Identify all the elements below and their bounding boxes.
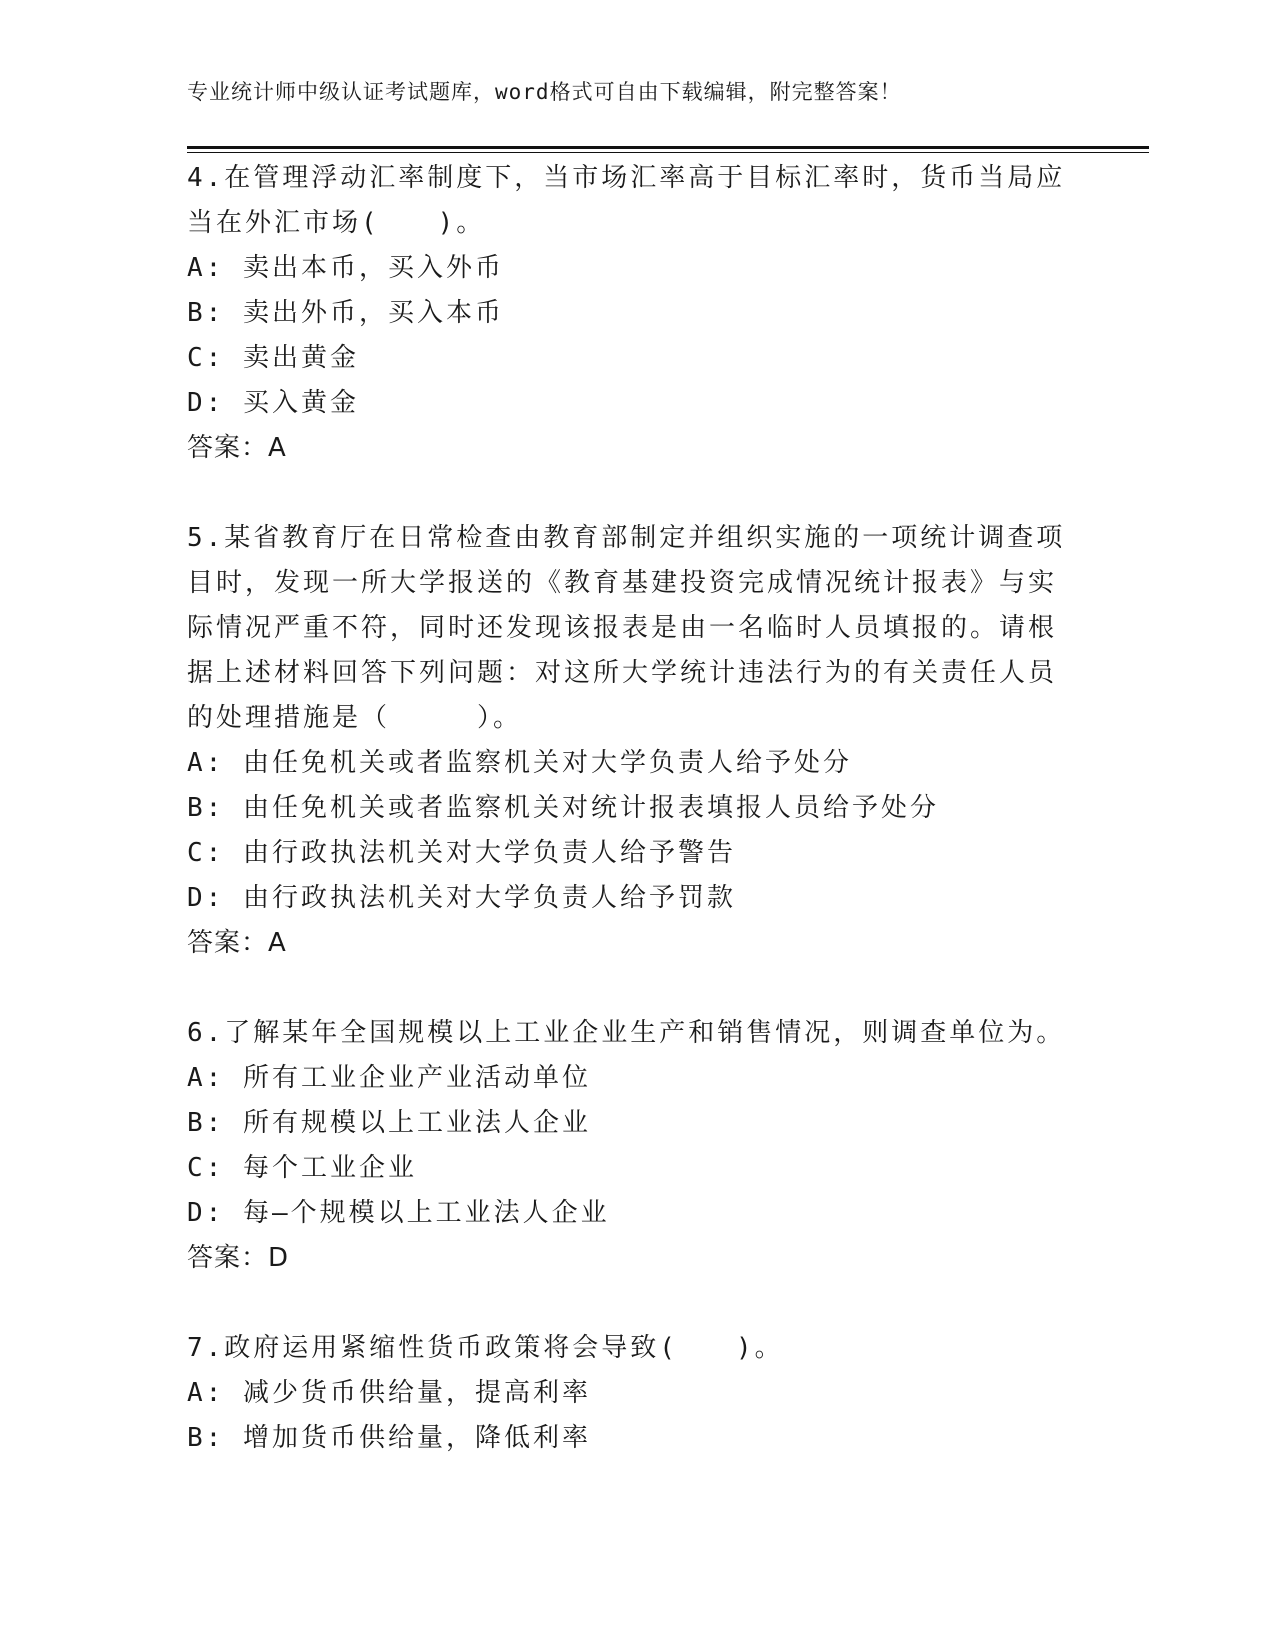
question-5 xyxy=(187,516,1067,966)
option-b: B: 由任免机关或者监察机关对统计报表填报人员给予处分 xyxy=(187,793,939,823)
option-c: C: 每个工业企业 xyxy=(187,1153,417,1183)
question-stem-line: 6.了解某年全国规模以上工业企业生产和销售情况，则调查单位为。 xyxy=(187,1018,1066,1048)
question-stem-line: 4.在管理浮动汇率制度下，当市场汇率高于目标汇率时，货币当局应 xyxy=(187,163,1066,193)
option-c: C: 由行政执法机关对大学负责人给予警告 xyxy=(187,838,736,868)
option-c: C: 卖出黄金 xyxy=(187,343,359,373)
option-a: A: 减少货币供给量，提高利率 xyxy=(187,1378,591,1408)
answer-line: 答案：A xyxy=(187,928,287,958)
question-stem-line: 当在外汇市场( )。 xyxy=(187,208,486,238)
option-d: D: 每—个规模以上工业法人企业 xyxy=(187,1198,610,1228)
question-stem-line: 据上述材料回答下列问题：对这所大学统计违法行为的有关责任人员 xyxy=(187,658,1058,688)
option-b: B: 增加货币供给量，降低利率 xyxy=(187,1423,591,1453)
option-a: A: 所有工业企业产业活动单位 xyxy=(187,1063,591,1093)
header-rule-thin xyxy=(187,152,1149,153)
question-stem-line: 5.某省教育厅在日常检查由教育部制定并组织实施的一项统计调查项 xyxy=(187,523,1066,553)
option-a: A: 卖出本币，买入外币 xyxy=(187,253,504,283)
question-6 xyxy=(187,1011,1067,1281)
option-d: D: 由行政执法机关对大学负责人给予罚款 xyxy=(187,883,736,913)
question-stem-line: 7.政府运用紧缩性货币政策将会导致( )。 xyxy=(187,1333,784,1363)
page-header: 专业统计师中级认证考试题库，word格式可自由下载编辑，附完整答案！ xyxy=(187,80,902,104)
question-7 xyxy=(187,1326,1067,1461)
question-list xyxy=(187,156,1067,1506)
answer-line: 答案：A xyxy=(187,433,287,463)
option-b: B: 所有规模以上工业法人企业 xyxy=(187,1108,591,1138)
question-stem-line: 目时，发现一所大学报送的《教育基建投资完成情况统计报表》与实 xyxy=(187,568,1058,598)
question-4 xyxy=(187,156,1067,471)
question-stem-line: 的处理措施是（ ）。 xyxy=(187,703,523,733)
option-b: B: 卖出外币，买入本币 xyxy=(187,298,504,328)
question-stem-line: 际情况严重不符，同时还发现该报表是由一名临时人员填报的。请根 xyxy=(187,613,1058,643)
option-a: A: 由任免机关或者监察机关对大学负责人给予处分 xyxy=(187,748,852,778)
header-rule-thick xyxy=(187,146,1149,149)
option-d: D: 买入黄金 xyxy=(187,388,359,418)
answer-line: 答案：D xyxy=(187,1243,290,1273)
